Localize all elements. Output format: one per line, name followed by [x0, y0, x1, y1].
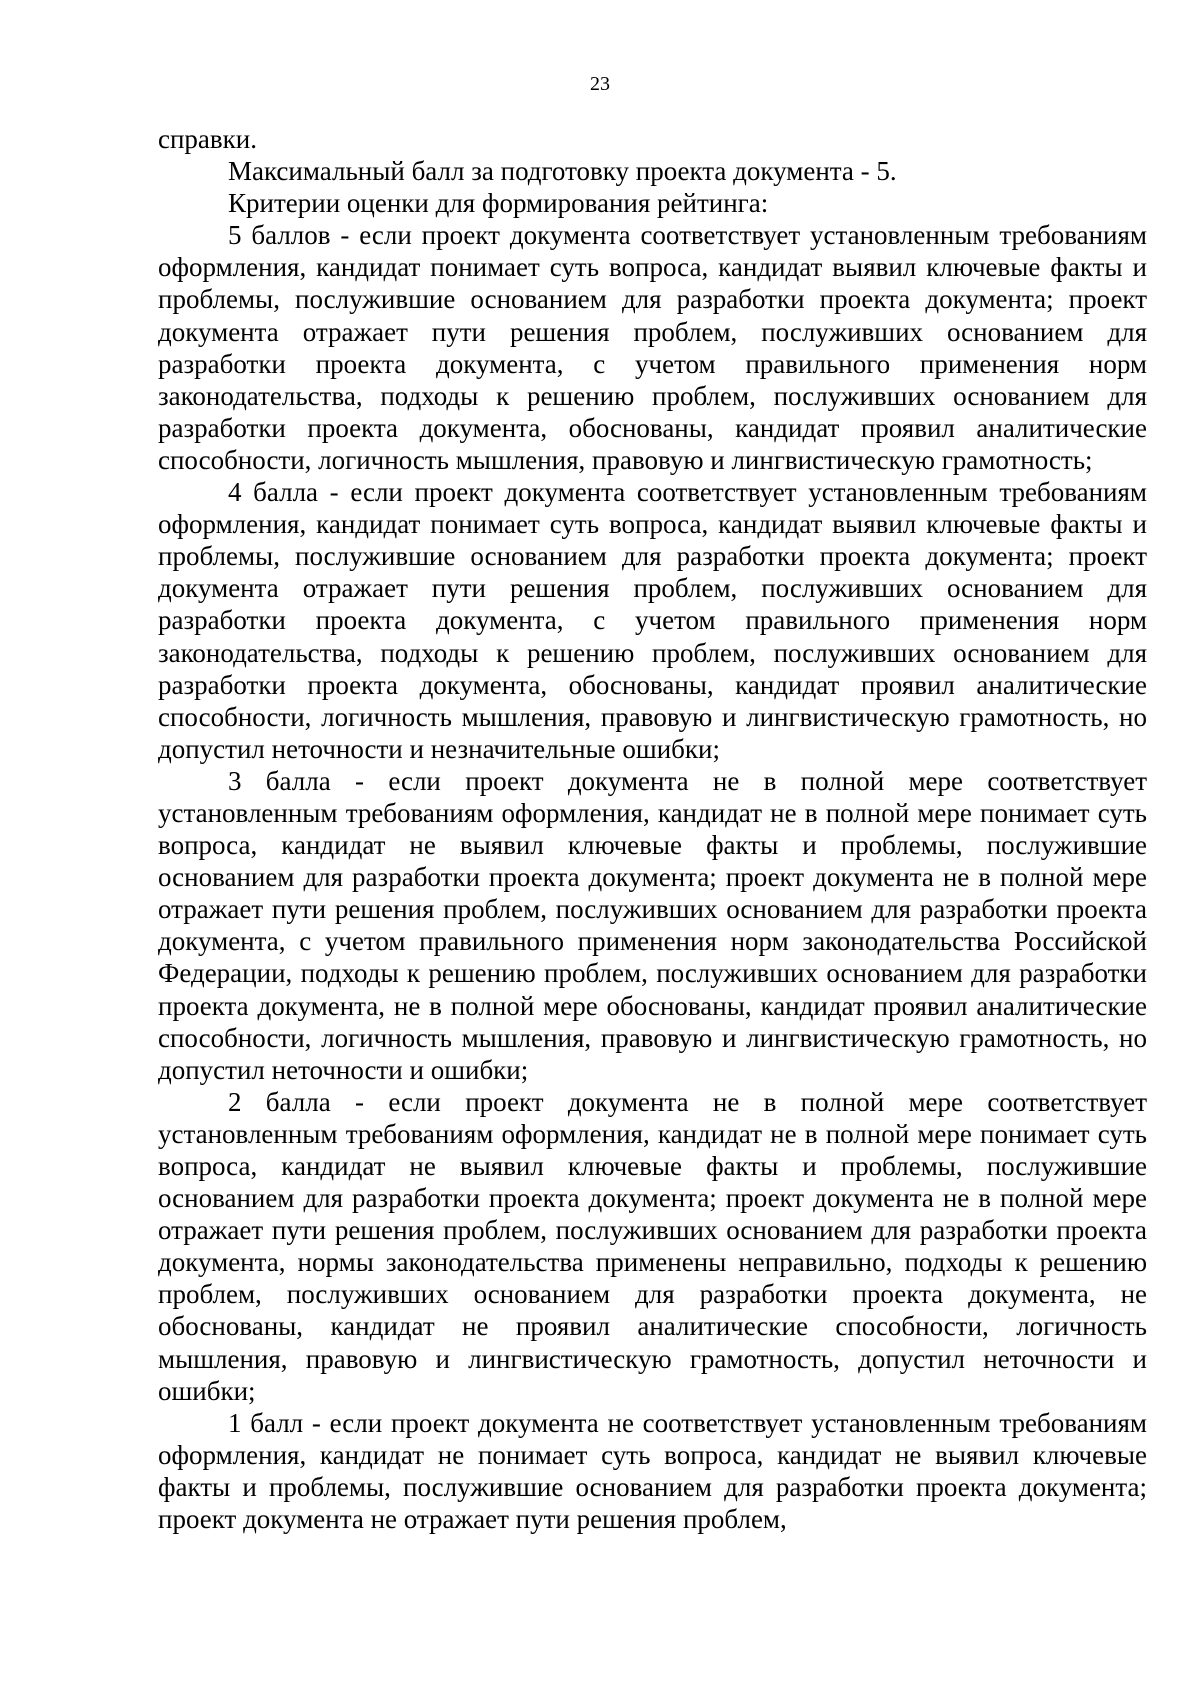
- paragraph-max-score: Максимальный балл за подготовку проекта документа - 5.: [228, 156, 897, 187]
- paragraph-1-point: 1 балл - если проект документа не соответствует установленным требованиям оформления, кандидат не понимает суть вопроса, кандидат не выявил ключевые факты и проблемы, послужившие основанием для разработки проекта документа; проект документа не отражает пути решения проблем,: [158, 1407, 1147, 1535]
- paragraph-3-points: 3 балла - если проект документа не в полной мере соответствует установленным требованиям оформления, кандидат не в полной мере понимает суть вопроса, кандидат не выявил ключевые факты и проблемы, послужившие основанием для разработки проекта документа; проект документа не в полной мере отражает пути решения проблем, послуживших основанием для разработки проекта документа, с учетом правильного применения норм законодательства Российской Федерации, подходы к решению проблем, послуживших основанием для разработки проекта документа, не в полной мере обоснованы, кандидат проявил аналитические способности, логичность мышления, правовую и лингвистическую грамотность, но допустил неточности и ошибки;: [158, 765, 1147, 1085]
- paragraph-criteria-heading: Критерии оценки для формирования рейтинга:: [228, 188, 769, 219]
- paragraph-5-points: 5 баллов - если проект документа соответствует установленным требованиям оформления, кандидат понимает суть вопроса, кандидат выявил ключевые факты и проблемы, послужившие основанием для разработки проекта документа; проект документа отражает пути решения проблем, послуживших основанием для разработки проекта документа, с учетом правильного применения норм законодательства, подходы к решению проблем, послуживших основанием для разработки проекта документа, обоснованы, кандидат проявил аналитические способности, логичность мышления, правовую и лингвистическую грамотность;: [158, 220, 1147, 475]
- document-body: [158, 123, 1147, 1535]
- page-number: 23: [590, 73, 610, 95]
- paragraph-2-points: 2 балла - если проект документа не в полной мере соответствует установленным требованиям оформления, кандидат не в полной мере понимает суть вопроса, кандидат не выявил ключевые факты и проблемы, послужившие основанием для разработки проекта документа; проект документа не в полной мере отражает пути решения проблем, послуживших основанием для разработки проекта документа, нормы законодательства применены неправильно, подходы к решению проблем, послуживших основанием для разработки проекта документа, не обоснованы, кандидат не проявил аналитические способности, логичность мышления, правовую и лингвистическую грамотность, допустил неточности и ошибки;: [158, 1086, 1147, 1406]
- paragraph-4-points: 4 балла - если проект документа соответствует установленным требованиям оформления, кандидат понимает суть вопроса, кандидат выявил ключевые факты и проблемы, послужившие основанием для разработки проекта документа; проект документа отражает пути решения проблем, послуживших основанием для разработки проекта документа, с учетом правильного применения норм законодательства, подходы к решению проблем, послуживших основанием для разработки проекта документа, обоснованы, кандидат проявил аналитические способности, логичность мышления, правовую и лингвистическую грамотность, но допустил неточности и незначительные ошибки;: [158, 477, 1147, 764]
- paragraph-continuation: справки.: [158, 124, 257, 154]
